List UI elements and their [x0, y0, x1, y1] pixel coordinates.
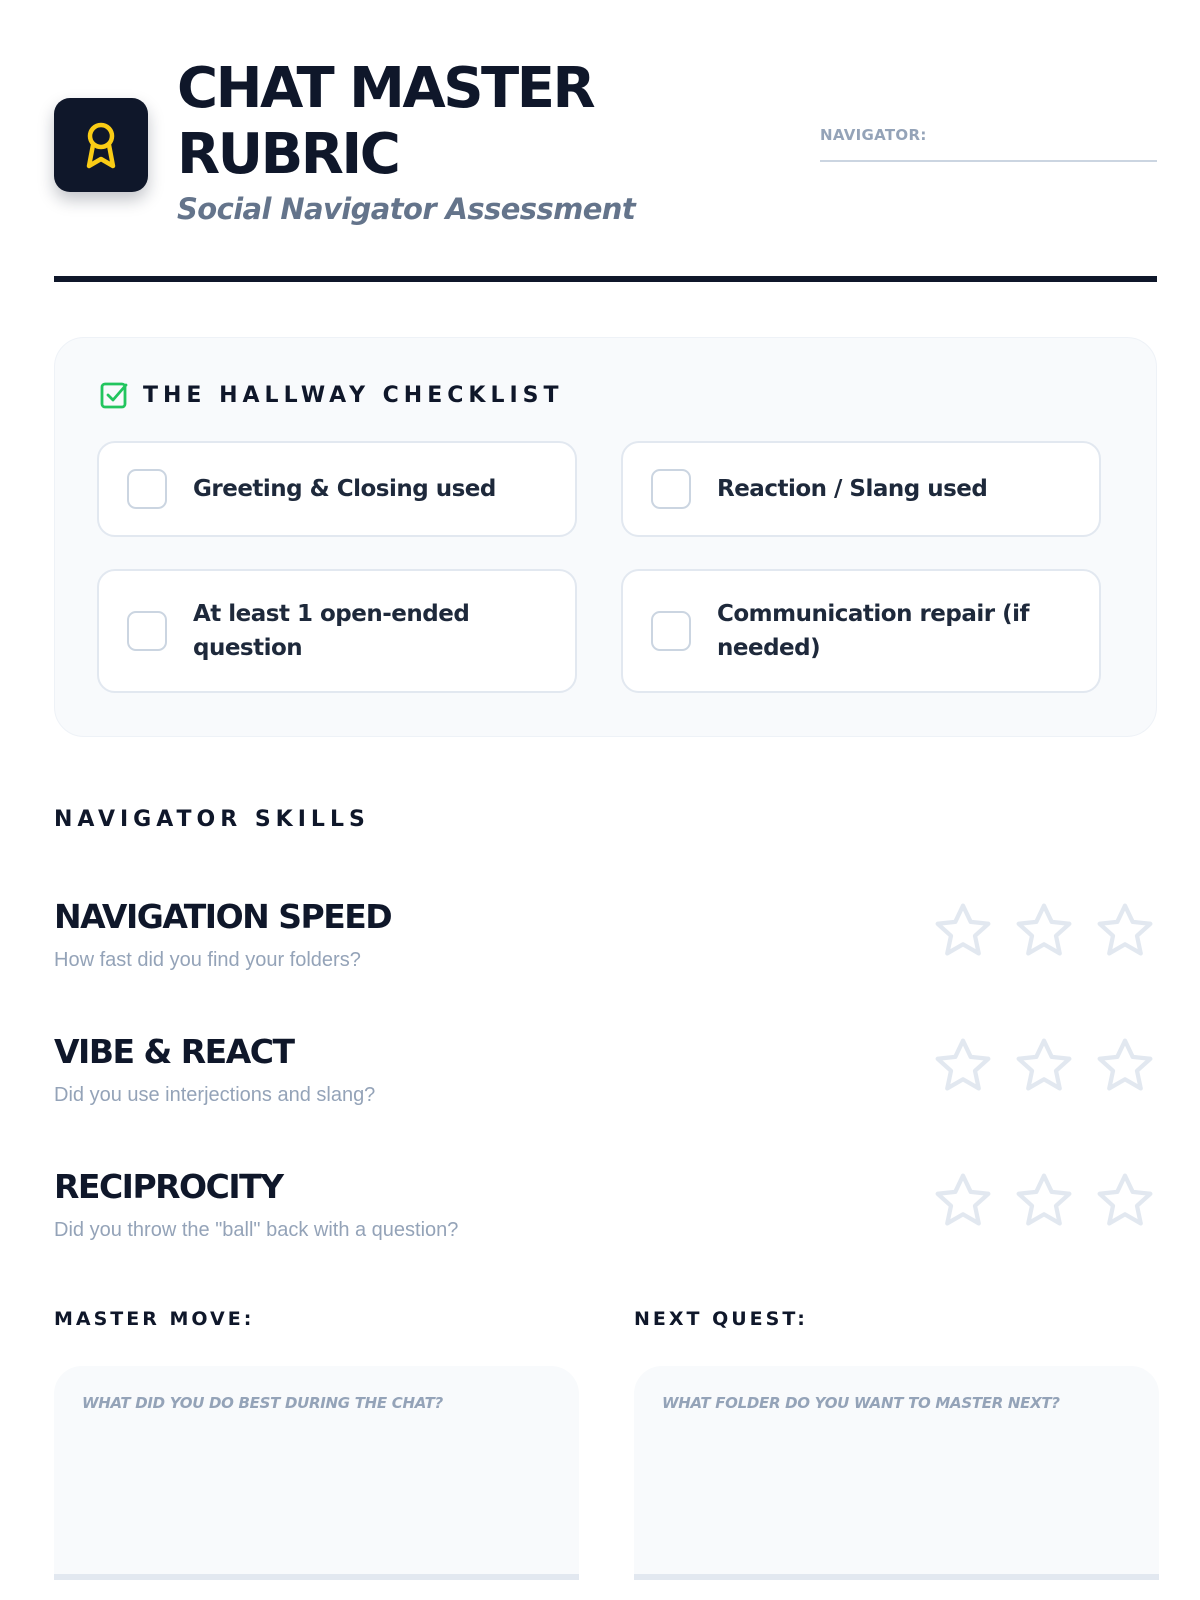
checkbox[interactable]: [127, 469, 167, 509]
skill-description: How fast did you find your folders?: [54, 949, 361, 971]
skill-vibe-react: [54, 1032, 1157, 1122]
page-title: [177, 56, 593, 188]
header: [54, 56, 1157, 232]
skill-description: Did you throw the "ball" back with a question?: [54, 1219, 459, 1241]
checkbox[interactable]: [127, 611, 167, 651]
checklist-item-reaction[interactable]: [621, 441, 1101, 537]
star-rating: [931, 899, 1157, 963]
header-divider: [54, 276, 1157, 282]
star-rating: [931, 1034, 1157, 1098]
checkbox[interactable]: [651, 469, 691, 509]
checklist-item-label: Greeting & Closing used: [193, 476, 496, 502]
skill-name: NAVIGATION SPEED: [54, 897, 392, 936]
star-icon[interactable]: [931, 1169, 995, 1233]
checklist-item-label: At least 1 open-ended question: [193, 601, 470, 661]
skill-name: VIBE & REACT: [54, 1032, 294, 1071]
skill-description: Did you use interjections and slang?: [54, 1084, 376, 1106]
star-icon[interactable]: [1012, 1034, 1076, 1098]
star-icon[interactable]: [1012, 1169, 1076, 1233]
star-icon[interactable]: [931, 1034, 995, 1098]
skill-name: RECIPROCITY: [54, 1167, 283, 1206]
checklist-item-label: Communication repair (if needed): [717, 601, 1030, 661]
checkbox[interactable]: [651, 611, 691, 651]
checklist-item-greeting[interactable]: [97, 441, 577, 537]
page-subtitle: Social Navigator Assessment: [177, 192, 636, 226]
star-icon[interactable]: [1093, 899, 1157, 963]
checklist-title: THE HALLWAY CHECKLIST: [143, 382, 564, 408]
skill-navigation-speed: [54, 897, 1157, 987]
star-icon[interactable]: [1093, 1034, 1157, 1098]
checklist-item-label: Reaction / Slang used: [717, 476, 988, 502]
next-quest-label: NEXT QUEST:: [634, 1308, 808, 1330]
checklist-header: [99, 380, 564, 410]
hallway-checklist: [54, 337, 1157, 737]
master-move-label: MASTER MOVE:: [54, 1308, 255, 1330]
star-icon[interactable]: [931, 899, 995, 963]
next-quest-placeholder: WHAT FOLDER DO YOU WANT TO MASTER NEXT?: [662, 1394, 1060, 1412]
title-line-1: CHAT MASTER: [177, 56, 594, 121]
master-move-placeholder: WHAT DID YOU DO BEST DURING THE CHAT?: [82, 1394, 443, 1412]
navigator-name-field[interactable]: [820, 126, 1157, 162]
award-ribbon-icon: [78, 119, 124, 171]
checklist-item-open-question[interactable]: [97, 569, 577, 693]
star-icon[interactable]: [1093, 1169, 1157, 1233]
star-rating: [931, 1169, 1157, 1233]
title-line-2: RUBRIC: [177, 122, 399, 187]
logo: [54, 98, 148, 192]
rubric-page: [54, 0, 1157, 1600]
checklist-item-repair[interactable]: [621, 569, 1101, 693]
checkbox-checked-icon: [99, 380, 129, 410]
navigator-label: NAVIGATOR:: [820, 126, 927, 144]
star-icon[interactable]: [1012, 899, 1076, 963]
skill-reciprocity: [54, 1167, 1157, 1257]
master-move-textarea[interactable]: [54, 1366, 579, 1580]
next-quest-textarea[interactable]: [634, 1366, 1159, 1580]
skills-section-title: NAVIGATOR SKILLS: [54, 807, 370, 832]
